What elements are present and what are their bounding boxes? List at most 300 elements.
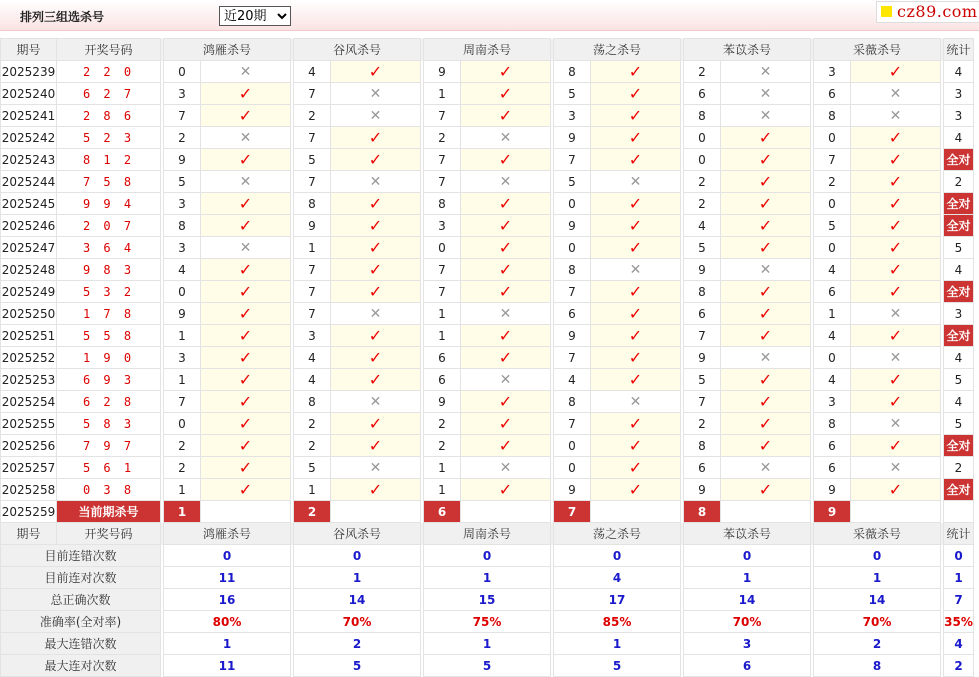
table-row <box>1 237 974 259</box>
kill-number: 1 <box>424 303 461 325</box>
kill-number: 4 <box>294 347 331 369</box>
draw-numbers: 0 3 8 <box>57 479 161 501</box>
kill-number: 0 <box>424 237 461 259</box>
kill-number: 8 <box>814 413 851 435</box>
result-cell <box>591 259 681 281</box>
issue-number: 2025254 <box>1 391 57 413</box>
kill-number: 7 <box>424 259 461 281</box>
stat-cell: 5 <box>944 413 974 435</box>
kill-number: 9 <box>424 61 461 83</box>
summary-value: 0 <box>684 545 811 567</box>
result-cell <box>721 105 811 127</box>
stat-cell: 4 <box>944 347 974 369</box>
summary-value: 0 <box>424 545 551 567</box>
check-icon: ✓ <box>888 62 903 81</box>
kill-number: 4 <box>554 369 591 391</box>
kill-number: 0 <box>684 127 721 149</box>
cross-icon: ✕ <box>889 349 902 366</box>
kill-number: 7 <box>684 391 721 413</box>
result-cell <box>461 303 551 325</box>
result-cell <box>331 259 421 281</box>
table-row <box>1 83 974 105</box>
issue-number: 2025255 <box>1 413 57 435</box>
table-row <box>1 149 974 171</box>
cross-icon: ✕ <box>239 239 252 256</box>
stat-cell: 全对 <box>944 435 974 457</box>
check-icon: ✓ <box>758 172 773 191</box>
kill-number: 5 <box>814 215 851 237</box>
check-icon: ✓ <box>758 128 773 147</box>
kill-number: 0 <box>554 435 591 457</box>
result-cell <box>591 325 681 347</box>
header-kill-column: 苯苡杀号 <box>684 39 811 61</box>
result-cell <box>851 83 941 105</box>
cross-icon: ✕ <box>629 173 642 190</box>
kill-number: 7 <box>294 281 331 303</box>
kill-number: 0 <box>814 347 851 369</box>
kill-number: 5 <box>294 457 331 479</box>
kill-number: 9 <box>554 215 591 237</box>
table-row <box>1 457 974 479</box>
draw-numbers: 5 5 8 <box>57 325 161 347</box>
result-cell <box>331 237 421 259</box>
check-icon: ✓ <box>628 238 643 257</box>
current-kill-empty <box>851 501 941 523</box>
kill-number: 0 <box>554 237 591 259</box>
summary-value: 70% <box>684 611 811 633</box>
current-stat-empty <box>944 501 974 523</box>
kill-number: 7 <box>294 171 331 193</box>
check-icon: ✓ <box>888 194 903 213</box>
kill-number: 7 <box>554 413 591 435</box>
result-cell <box>331 391 421 413</box>
cross-icon: ✕ <box>369 107 382 124</box>
result-cell <box>201 391 291 413</box>
summary-value: 1 <box>814 567 941 589</box>
check-icon: ✓ <box>498 150 513 169</box>
result-cell <box>591 391 681 413</box>
kill-number: 7 <box>424 149 461 171</box>
summary-value: 0 <box>814 545 941 567</box>
issue-number: 2025253 <box>1 369 57 391</box>
check-icon: ✓ <box>628 348 643 367</box>
summary-row <box>1 589 974 611</box>
site-logo[interactable] <box>876 1 979 23</box>
stat-cell: 全对 <box>944 281 974 303</box>
result-cell <box>331 83 421 105</box>
result-cell <box>591 215 681 237</box>
draw-numbers: 5 3 2 <box>57 281 161 303</box>
summary-value: 1 <box>424 567 551 589</box>
kill-number: 6 <box>684 457 721 479</box>
summary-header-row <box>1 523 974 545</box>
result-cell <box>591 435 681 457</box>
kill-number: 7 <box>424 105 461 127</box>
check-icon: ✓ <box>368 216 383 235</box>
table-row <box>1 281 974 303</box>
check-icon: ✓ <box>498 480 513 499</box>
result-cell <box>461 171 551 193</box>
result-cell <box>721 457 811 479</box>
check-icon: ✓ <box>758 282 773 301</box>
cross-icon: ✕ <box>889 107 902 124</box>
cross-icon: ✕ <box>499 371 512 388</box>
kill-number: 8 <box>294 391 331 413</box>
kill-number: 4 <box>814 259 851 281</box>
stat-cell: 3 <box>944 303 974 325</box>
current-row <box>1 501 974 523</box>
check-icon: ✓ <box>368 260 383 279</box>
draw-numbers: 6 9 3 <box>57 369 161 391</box>
draw-numbers: 2 0 7 <box>57 215 161 237</box>
header-kill-column: 采薇杀号 <box>814 39 941 61</box>
cross-icon: ✕ <box>759 107 772 124</box>
result-cell <box>851 105 941 127</box>
result-cell <box>721 369 811 391</box>
summary-value: 2 <box>814 633 941 655</box>
issue-number: 2025241 <box>1 105 57 127</box>
summary-value: 70% <box>294 611 421 633</box>
result-cell <box>721 193 811 215</box>
check-icon: ✓ <box>498 106 513 125</box>
result-cell <box>591 61 681 83</box>
kill-number: 7 <box>554 347 591 369</box>
cross-icon: ✕ <box>369 173 382 190</box>
check-icon: ✓ <box>498 84 513 103</box>
summary-value: 0 <box>294 545 421 567</box>
current-kill-label: 当前期杀号 <box>57 501 161 523</box>
result-cell <box>201 105 291 127</box>
summary-value: 75% <box>424 611 551 633</box>
result-cell <box>461 391 551 413</box>
kill-number: 8 <box>814 105 851 127</box>
kill-number: 8 <box>684 435 721 457</box>
issue-number: 2025247 <box>1 237 57 259</box>
result-cell <box>851 237 941 259</box>
issue-number: 2025248 <box>1 259 57 281</box>
result-cell <box>721 325 811 347</box>
kill-number: 9 <box>684 259 721 281</box>
kill-number: 1 <box>294 479 331 501</box>
result-cell <box>201 127 291 149</box>
kill-number: 8 <box>684 281 721 303</box>
check-icon: ✓ <box>498 436 513 455</box>
issue-number: 2025243 <box>1 149 57 171</box>
check-icon: ✓ <box>628 62 643 81</box>
draw-numbers: 5 6 1 <box>57 457 161 479</box>
kill-number: 2 <box>424 127 461 149</box>
summary-stat: 4 <box>944 633 974 655</box>
current-kill-number: 9 <box>814 501 851 523</box>
summary-value: 5 <box>424 655 551 677</box>
check-icon: ✓ <box>758 414 773 433</box>
kill-number: 2 <box>814 171 851 193</box>
stat-cell: 全对 <box>944 193 974 215</box>
check-icon: ✓ <box>628 84 643 103</box>
header-kill-column: 苯苡杀号 <box>684 523 811 545</box>
kill-number: 1 <box>814 303 851 325</box>
result-cell <box>461 479 551 501</box>
check-icon: ✓ <box>368 326 383 345</box>
current-kill-empty <box>331 501 421 523</box>
stat-cell: 5 <box>944 237 974 259</box>
summary-value: 1 <box>684 567 811 589</box>
header-kill-column: 荡之杀号 <box>554 523 681 545</box>
result-cell <box>461 281 551 303</box>
kill-number: 5 <box>164 171 201 193</box>
kill-number: 4 <box>814 325 851 347</box>
header-kill-column: 鸿雁杀号 <box>164 523 291 545</box>
issue-number: 2025240 <box>1 83 57 105</box>
check-icon: ✓ <box>368 194 383 213</box>
check-icon: ✓ <box>628 216 643 235</box>
kill-number: 9 <box>684 479 721 501</box>
check-icon: ✓ <box>368 238 383 257</box>
header-kill-column: 鸿雁杀号 <box>164 39 291 61</box>
header-nums: 开奖号码 <box>57 39 161 61</box>
result-cell <box>201 171 291 193</box>
check-icon: ✓ <box>238 150 253 169</box>
cross-icon: ✕ <box>889 305 902 322</box>
summary-value: 14 <box>814 589 941 611</box>
kill-number: 2 <box>684 413 721 435</box>
kill-number: 2 <box>684 61 721 83</box>
kill-number: 3 <box>164 83 201 105</box>
result-cell <box>201 369 291 391</box>
summary-value: 16 <box>164 589 291 611</box>
result-cell <box>851 259 941 281</box>
summary-value: 3 <box>684 633 811 655</box>
summary-value: 1 <box>294 567 421 589</box>
current-issue-number: 2025259 <box>1 501 57 523</box>
stat-cell: 4 <box>944 391 974 413</box>
check-icon: ✓ <box>498 326 513 345</box>
draw-numbers: 9 8 3 <box>57 259 161 281</box>
summary-row <box>1 567 974 589</box>
check-icon: ✓ <box>368 436 383 455</box>
cross-icon: ✕ <box>889 415 902 432</box>
result-cell <box>461 215 551 237</box>
header-kill-column: 荡之杀号 <box>554 39 681 61</box>
cross-icon: ✕ <box>889 459 902 476</box>
kill-number: 2 <box>164 457 201 479</box>
header-kill-column: 周南杀号 <box>424 39 551 61</box>
check-icon: ✓ <box>628 150 643 169</box>
result-cell <box>721 281 811 303</box>
result-cell <box>201 479 291 501</box>
kill-number: 2 <box>294 413 331 435</box>
kill-number: 7 <box>294 259 331 281</box>
kill-number: 9 <box>164 149 201 171</box>
table-row <box>1 61 974 83</box>
stat-cell: 全对 <box>944 215 974 237</box>
result-cell <box>721 435 811 457</box>
check-icon: ✓ <box>498 348 513 367</box>
result-cell <box>461 347 551 369</box>
result-cell <box>201 347 291 369</box>
result-cell <box>851 193 941 215</box>
table-row <box>1 171 974 193</box>
kill-number: 8 <box>294 193 331 215</box>
check-icon: ✓ <box>238 458 253 477</box>
kill-number: 1 <box>424 83 461 105</box>
result-cell <box>851 347 941 369</box>
cross-icon: ✕ <box>759 459 772 476</box>
check-icon: ✓ <box>238 216 253 235</box>
kill-number: 7 <box>424 171 461 193</box>
kill-number: 3 <box>814 391 851 413</box>
result-cell <box>461 259 551 281</box>
check-icon: ✓ <box>368 62 383 81</box>
current-kill-empty <box>721 501 811 523</box>
check-icon: ✓ <box>758 194 773 213</box>
check-icon: ✓ <box>368 348 383 367</box>
kill-number: 9 <box>554 127 591 149</box>
draw-numbers: 6 2 7 <box>57 83 161 105</box>
check-icon: ✓ <box>238 194 253 213</box>
check-icon: ✓ <box>238 282 253 301</box>
kill-number: 2 <box>684 171 721 193</box>
kill-number: 6 <box>554 303 591 325</box>
summary-value: 2 <box>294 633 421 655</box>
cross-icon: ✕ <box>369 393 382 410</box>
summary-row <box>1 655 974 677</box>
cross-icon: ✕ <box>499 129 512 146</box>
check-icon: ✓ <box>368 150 383 169</box>
kill-number: 8 <box>554 391 591 413</box>
result-cell <box>461 105 551 127</box>
kill-number: 9 <box>554 479 591 501</box>
current-kill-empty <box>461 501 551 523</box>
result-cell <box>721 303 811 325</box>
summary-value: 1 <box>424 633 551 655</box>
result-cell <box>851 149 941 171</box>
check-icon: ✓ <box>628 128 643 147</box>
check-icon: ✓ <box>758 304 773 323</box>
summary-value: 6 <box>684 655 811 677</box>
period-select[interactable] <box>219 6 291 26</box>
result-cell <box>331 149 421 171</box>
result-cell <box>201 215 291 237</box>
check-icon: ✓ <box>888 172 903 191</box>
check-icon: ✓ <box>498 414 513 433</box>
result-cell <box>461 193 551 215</box>
issue-number: 2025252 <box>1 347 57 369</box>
kill-number: 9 <box>164 303 201 325</box>
result-cell <box>721 479 811 501</box>
check-icon: ✓ <box>238 436 253 455</box>
table-row <box>1 435 974 457</box>
result-cell <box>851 61 941 83</box>
result-cell <box>591 303 681 325</box>
kill-number: 0 <box>554 457 591 479</box>
result-cell <box>851 303 941 325</box>
result-cell <box>851 435 941 457</box>
check-icon: ✓ <box>498 260 513 279</box>
table-row <box>1 127 974 149</box>
check-icon: ✓ <box>758 150 773 169</box>
kill-number: 1 <box>164 369 201 391</box>
kill-number: 6 <box>424 369 461 391</box>
stat-cell: 4 <box>944 259 974 281</box>
draw-numbers: 2 8 6 <box>57 105 161 127</box>
kill-number: 3 <box>814 61 851 83</box>
result-cell <box>461 83 551 105</box>
check-icon: ✓ <box>758 326 773 345</box>
stat-cell: 5 <box>944 369 974 391</box>
cross-icon: ✕ <box>239 129 252 146</box>
header-kill-column: 谷风杀号 <box>294 39 421 61</box>
result-cell <box>201 457 291 479</box>
result-cell <box>851 325 941 347</box>
cross-icon: ✕ <box>499 459 512 476</box>
summary-value: 80% <box>164 611 291 633</box>
current-kill-number: 1 <box>164 501 201 523</box>
check-icon: ✓ <box>888 216 903 235</box>
header-kill-column: 周南杀号 <box>424 523 551 545</box>
check-icon: ✓ <box>888 436 903 455</box>
table-row <box>1 413 974 435</box>
kill-number: 6 <box>814 281 851 303</box>
check-icon: ✓ <box>758 392 773 411</box>
result-cell <box>721 259 811 281</box>
result-cell <box>331 303 421 325</box>
summary-row <box>1 545 974 567</box>
kill-number: 8 <box>164 215 201 237</box>
check-icon: ✓ <box>888 238 903 257</box>
result-cell <box>461 457 551 479</box>
kill-number: 4 <box>814 369 851 391</box>
result-cell <box>201 259 291 281</box>
current-kill-number: 2 <box>294 501 331 523</box>
summary-value: 8 <box>814 655 941 677</box>
check-icon: ✓ <box>238 392 253 411</box>
stat-cell: 全对 <box>944 479 974 501</box>
check-icon: ✓ <box>628 106 643 125</box>
check-icon: ✓ <box>888 128 903 147</box>
table-row <box>1 391 974 413</box>
stat-cell: 3 <box>944 83 974 105</box>
result-cell <box>201 413 291 435</box>
check-icon: ✓ <box>628 436 643 455</box>
result-cell <box>461 435 551 457</box>
summary-value: 11 <box>164 655 291 677</box>
kill-number: 1 <box>424 325 461 347</box>
draw-numbers: 8 1 2 <box>57 149 161 171</box>
kill-number: 6 <box>684 83 721 105</box>
cross-icon: ✕ <box>759 349 772 366</box>
summary-label: 最大连对次数 <box>1 655 161 677</box>
summary-stat: 0 <box>944 545 974 567</box>
kill-number: 4 <box>684 215 721 237</box>
header-issue: 期号 <box>1 523 57 545</box>
kill-number-table <box>0 38 974 677</box>
current-kill-number: 7 <box>554 501 591 523</box>
result-cell <box>331 347 421 369</box>
summary-label: 总正确次数 <box>1 589 161 611</box>
summary-stat: 1 <box>944 567 974 589</box>
draw-numbers: 5 2 3 <box>57 127 161 149</box>
kill-number: 1 <box>164 479 201 501</box>
check-icon: ✓ <box>758 216 773 235</box>
kill-number: 0 <box>554 193 591 215</box>
cross-icon: ✕ <box>499 305 512 322</box>
check-icon: ✓ <box>368 480 383 499</box>
summary-value: 0 <box>164 545 291 567</box>
kill-number: 7 <box>294 303 331 325</box>
draw-numbers: 7 5 8 <box>57 171 161 193</box>
draw-numbers: 3 6 4 <box>57 237 161 259</box>
